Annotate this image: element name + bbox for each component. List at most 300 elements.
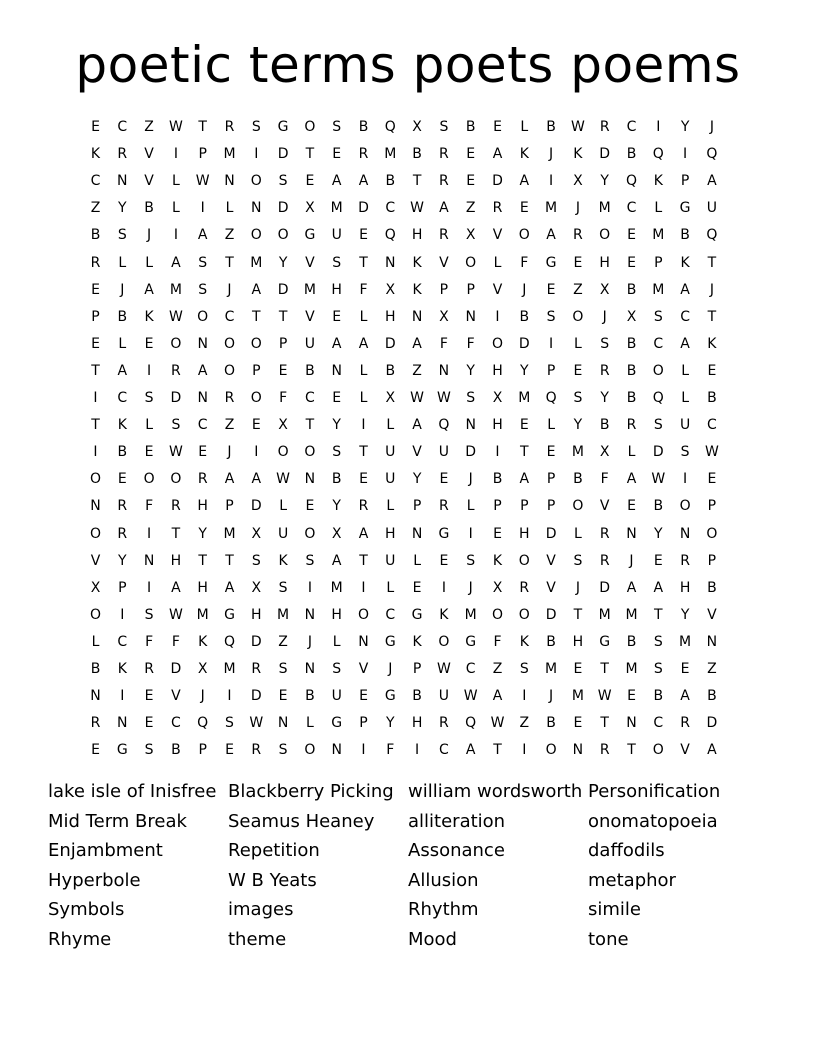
grid-cell: F	[145, 498, 154, 515]
grid-cell: E	[466, 173, 476, 190]
grid-cell: T	[252, 308, 261, 325]
grid-cell: X	[492, 579, 503, 596]
grid-cell: X	[90, 579, 101, 596]
grid-row	[0, 521, 816, 548]
grid-cell: T	[359, 444, 368, 461]
grid-cell: E	[359, 688, 368, 705]
grid-cell: E	[305, 498, 315, 515]
grid-cell: A	[680, 688, 690, 705]
grid-cell: N	[304, 606, 316, 623]
grid-cell: G	[545, 254, 557, 271]
grid-cell: E	[144, 444, 154, 461]
grid-cell: I	[549, 335, 554, 352]
grid-cell: F	[279, 390, 288, 406]
grid-cell: A	[439, 200, 449, 217]
grid-cell: P	[546, 498, 556, 515]
grid-cell: B	[305, 688, 315, 705]
grid-cell: U	[304, 335, 316, 352]
grid-row	[0, 656, 816, 683]
grid-cell: I	[147, 579, 152, 596]
grid-cell: R	[358, 146, 369, 163]
grid-cell: B	[546, 633, 556, 650]
word-list-item: tone	[588, 928, 629, 950]
grid-cell: O	[304, 119, 316, 135]
grid-cell: N	[331, 362, 342, 379]
grid-cell: I	[549, 173, 554, 190]
grid-cell: T	[91, 362, 100, 379]
grid-cell: E	[144, 715, 154, 732]
grid-cell: O	[223, 362, 236, 379]
grid-cell: J	[468, 471, 473, 488]
grid-cell: O	[223, 335, 236, 352]
grid-cell: P	[466, 281, 475, 298]
grid-cell: N	[143, 552, 155, 569]
word-list-item: william wordsworth	[408, 781, 583, 802]
grid-cell: T	[171, 525, 181, 542]
grid-cell: C	[465, 661, 476, 677]
grid-cell: N	[438, 362, 450, 379]
grid-cell: B	[331, 471, 342, 488]
grid-cell: L	[118, 335, 127, 352]
grid-cell: D	[545, 525, 557, 542]
grid-cell: X	[251, 525, 262, 542]
grid-cell: A	[707, 742, 717, 759]
grid-cell: O	[277, 227, 289, 244]
grid-cell: X	[626, 308, 637, 325]
grid-cell: J	[307, 633, 312, 650]
grid-cell: T	[305, 146, 315, 163]
grid-cell: A	[626, 579, 637, 596]
grid-cell: M	[223, 146, 236, 163]
grid-cell: K	[117, 417, 127, 434]
grid-cell: M	[518, 390, 531, 406]
grid-cell: E	[198, 444, 208, 461]
grid-cell: W	[195, 173, 210, 190]
grid-cell: V	[546, 579, 556, 596]
grid-cell: A	[707, 173, 717, 190]
grid-cell: Y	[654, 525, 663, 542]
grid-cell: R	[599, 552, 610, 569]
grid-cell: I	[361, 579, 366, 596]
grid-cell: V	[305, 308, 315, 325]
grid-cell: D	[465, 444, 477, 461]
grid-cell: L	[145, 254, 153, 271]
grid-cell: J	[629, 552, 634, 569]
grid-cell: E	[117, 471, 127, 488]
grid-cell: O	[572, 308, 584, 325]
grid-cell: V	[171, 688, 181, 705]
grid-cell: T	[573, 606, 583, 623]
grid-cell: S	[144, 742, 154, 759]
grid-cell: L	[547, 417, 555, 434]
grid-cell: W	[597, 688, 612, 705]
grid-cell: S	[225, 715, 234, 732]
grid-cell: B	[573, 471, 583, 488]
grid-cell: A	[144, 281, 154, 298]
grid-cell: I	[656, 119, 661, 135]
grid-cell: D	[358, 200, 369, 217]
grid-cell: O	[197, 308, 209, 325]
grid-cell: H	[197, 498, 208, 515]
grid-cell: R	[251, 742, 262, 759]
grid-cell: E	[627, 227, 636, 244]
grid-cell: C	[224, 308, 235, 325]
grid-cell: G	[304, 227, 316, 244]
grid-cell: V	[680, 742, 690, 759]
grid-cell: E	[278, 688, 288, 705]
word-list-item: simile	[588, 899, 641, 921]
grid-cell: C	[653, 715, 664, 732]
grid-cell: N	[304, 661, 316, 677]
grid-cell: G	[411, 606, 423, 623]
grid-cell: P	[252, 362, 261, 379]
grid-cell: F	[145, 633, 154, 650]
grid-cell: U	[277, 525, 289, 542]
grid-cell: N	[277, 715, 289, 732]
grid-cell: S	[198, 254, 208, 271]
grid-cell: E	[225, 742, 234, 759]
grid-cell: W	[168, 444, 183, 461]
word-column	[408, 778, 588, 956]
grid-cell: M	[330, 579, 343, 596]
grid-cell: O	[170, 335, 182, 352]
grid-cell: M	[223, 525, 236, 542]
grid-cell: E	[573, 362, 583, 379]
grid-row	[0, 548, 816, 575]
grid-cell: F	[520, 254, 529, 271]
grid-cell: Y	[386, 715, 395, 732]
grid-row	[0, 575, 816, 602]
grid-cell: L	[386, 417, 395, 434]
grid-cell: D	[277, 146, 289, 163]
grid-cell: B	[117, 308, 128, 325]
grid-cell: L	[627, 444, 636, 461]
grid-cell: Y	[198, 525, 207, 542]
grid-cell: N	[626, 715, 637, 732]
grid-cell: S	[332, 444, 342, 461]
grid-cell: F	[386, 742, 395, 759]
grid-cell: C	[197, 417, 208, 434]
grid-cell: E	[573, 254, 583, 271]
grid-row	[0, 439, 816, 466]
grid-cell: T	[225, 552, 234, 569]
grid-cell: Y	[278, 254, 288, 271]
grid-cell: X	[492, 390, 503, 406]
grid-cell: D	[599, 579, 611, 596]
grid-row	[0, 737, 816, 764]
grid-cell: W	[249, 715, 264, 732]
grid-cell: U	[385, 552, 396, 569]
grid-cell: W	[410, 390, 425, 406]
grid-cell: L	[493, 254, 502, 271]
grid-cell: R	[197, 471, 208, 488]
grid-cell: P	[359, 715, 368, 732]
grid-cell: K	[412, 254, 422, 271]
grid-cell: I	[441, 579, 446, 596]
grid-cell: E	[91, 119, 100, 135]
grid-cell: G	[116, 742, 128, 759]
grid-cell: I	[227, 688, 232, 705]
grid-cell: T	[225, 254, 234, 271]
grid-cell: O	[89, 606, 102, 623]
grid-cell: B	[546, 119, 556, 135]
grid-cell: S	[680, 444, 690, 461]
word-list-item: Allusion	[408, 869, 479, 891]
grid-cell: D	[170, 390, 182, 406]
grid-cell: O	[143, 471, 155, 488]
grid-cell: Y	[573, 417, 583, 434]
grid-cell: Z	[519, 715, 530, 732]
grid-cell: L	[520, 119, 529, 135]
grid-cell: J	[200, 688, 205, 705]
grid-cell: L	[681, 362, 689, 379]
grid-cell: N	[197, 335, 208, 352]
grid-cell: J	[602, 308, 607, 325]
grid-cell: C	[680, 308, 690, 325]
grid-cell: V	[412, 444, 422, 461]
grid-cell: M	[330, 200, 343, 217]
grid-cell: H	[679, 579, 691, 596]
grid-cell: I	[522, 688, 527, 705]
grid-cell: T	[91, 417, 100, 434]
grid-cell: O	[357, 606, 370, 623]
grid-cell: Q	[652, 390, 664, 406]
grid-cell: S	[278, 742, 288, 759]
grid-cell: I	[200, 200, 205, 217]
grid-cell: N	[251, 200, 262, 217]
grid-cell: I	[361, 742, 366, 759]
grid-cell: W	[168, 119, 183, 135]
grid-cell: Y	[332, 498, 341, 515]
grid-cell: P	[493, 498, 502, 515]
grid-cell: E	[680, 661, 690, 677]
grid-cell: S	[332, 119, 342, 135]
grid-cell: Q	[706, 227, 718, 244]
grid-cell: O	[277, 444, 289, 461]
grid-cell: G	[331, 715, 343, 732]
grid-cell: J	[120, 281, 125, 298]
grid-cell: E	[519, 417, 529, 434]
grid-cell: I	[361, 417, 366, 434]
grid-cell: B	[707, 688, 717, 705]
grid-cell: L	[573, 525, 582, 542]
grid-cell: X	[439, 308, 449, 325]
grid-cell: A	[358, 335, 369, 352]
grid-cell: T	[305, 417, 315, 434]
word-column	[228, 778, 408, 956]
grid-row	[0, 466, 816, 493]
grid-cell: E	[91, 281, 100, 298]
grid-cell: J	[575, 579, 580, 596]
grid-cell: H	[385, 525, 396, 542]
grid-cell: E	[305, 173, 315, 190]
grid-cell: X	[599, 444, 610, 461]
grid-cell: P	[198, 146, 207, 163]
grid-cell: R	[439, 227, 449, 244]
grid-cell: A	[251, 281, 262, 298]
grid-cell: O	[304, 444, 316, 461]
grid-cell: T	[412, 173, 422, 190]
grid-cell: Y	[600, 390, 609, 406]
grid-cell: L	[386, 579, 395, 596]
grid-cell: L	[305, 715, 314, 732]
grid-cell: T	[654, 606, 663, 623]
grid-cell: A	[224, 471, 235, 488]
grid-cell: I	[120, 606, 125, 623]
grid-cell: B	[626, 362, 637, 379]
grid-cell: A	[331, 552, 342, 569]
grid-cell: I	[254, 146, 259, 163]
grid-cell: V	[144, 173, 154, 190]
grid-cell: X	[412, 119, 422, 135]
grid-cell: N	[117, 173, 128, 190]
grid-cell: C	[117, 633, 128, 650]
grid-cell: J	[709, 281, 714, 298]
word-list-item: onomatopoeia	[588, 810, 718, 832]
grid-cell: R	[439, 715, 449, 732]
grid-cell: R	[358, 498, 369, 515]
grid-cell: F	[171, 633, 180, 650]
grid-cell: L	[171, 200, 180, 217]
grid-cell: B	[626, 335, 637, 352]
grid-cell: X	[385, 390, 396, 406]
grid-cell: C	[626, 119, 637, 135]
grid-cell: E	[627, 498, 636, 515]
grid-cell: R	[117, 525, 128, 542]
grid-cell: A	[412, 417, 422, 434]
grid-cell: E	[359, 227, 368, 244]
grid-cell: K	[144, 308, 154, 325]
grid-cell: V	[358, 661, 369, 677]
grid-cell: W	[704, 444, 719, 461]
grid-row	[0, 141, 816, 168]
grid-cell: E	[439, 471, 449, 488]
grid-cell: P	[707, 498, 717, 515]
grid-cell: W	[463, 688, 478, 705]
grid-cell: D	[518, 335, 530, 352]
grid-cell: V	[492, 227, 503, 244]
grid-cell: M	[223, 661, 236, 677]
grid-cell: E	[332, 308, 342, 325]
grid-cell: F	[439, 335, 448, 352]
grid-cell: S	[117, 227, 127, 244]
grid-cell: T	[520, 444, 529, 461]
grid-cell: X	[465, 227, 476, 244]
grid-cell: K	[519, 633, 529, 650]
grid-cell: S	[466, 552, 476, 569]
grid-cell: Z	[224, 227, 235, 244]
grid-cell: Z	[465, 200, 476, 217]
grid-cell: W	[436, 661, 451, 677]
grid-cell: G	[384, 688, 396, 705]
grid-cell: K	[412, 281, 422, 298]
grid-cell: Q	[384, 227, 396, 244]
grid-cell: G	[224, 606, 235, 623]
grid-cell: E	[91, 742, 100, 759]
word-list-item: W B Yeats	[228, 869, 317, 891]
grid-cell: E	[493, 525, 502, 542]
grid-cell: L	[225, 200, 234, 217]
word-list-item: Symbols	[48, 899, 125, 921]
grid-row	[0, 493, 816, 520]
word-list-item: Personification	[588, 781, 721, 802]
grid-cell: R	[144, 661, 154, 677]
grid-cell: A	[117, 362, 128, 379]
grid-cell: M	[384, 146, 397, 163]
grid-cell: W	[651, 471, 666, 488]
grid-cell: O	[518, 606, 530, 623]
grid-cell: A	[519, 173, 530, 190]
grid-cell: O	[518, 552, 530, 569]
grid-cell: O	[491, 335, 504, 352]
word-list-item: Rhyme	[48, 928, 112, 950]
grid-cell: R	[171, 498, 181, 515]
grid-row	[0, 277, 816, 304]
grid-cell: K	[90, 146, 101, 163]
grid-cell: R	[439, 146, 449, 163]
grid-cell: A	[465, 742, 476, 759]
grid-cell: M	[250, 254, 263, 271]
grid-cell: D	[250, 688, 262, 705]
grid-cell: A	[197, 362, 208, 379]
grid-cell: K	[117, 661, 127, 677]
grid-cell: I	[522, 742, 527, 759]
grid-cell: H	[492, 362, 503, 379]
grid-cell: E	[91, 335, 100, 352]
grid-cell: A	[680, 281, 690, 298]
grid-cell: Q	[384, 119, 396, 135]
grid-cell: J	[227, 444, 232, 461]
grid-cell: I	[147, 362, 152, 379]
grid-cell: S	[653, 417, 663, 434]
grid-cell: O	[250, 390, 262, 406]
grid-cell: T	[600, 661, 609, 677]
grid-cell: B	[626, 633, 637, 650]
grid-cell: T	[493, 742, 502, 759]
grid-cell: M	[169, 281, 182, 298]
grid-cell: E	[573, 661, 583, 677]
grid-cell: L	[359, 390, 368, 406]
grid-cell: J	[227, 281, 232, 298]
grid-cell: B	[653, 688, 664, 705]
grid-cell: S	[546, 308, 556, 325]
grid-cell: B	[171, 742, 181, 759]
grid-cell: N	[197, 390, 208, 406]
grid-cell: B	[492, 471, 503, 488]
grid-cell: L	[332, 633, 341, 650]
grid-cell: J	[549, 146, 554, 163]
grid-cell: B	[680, 227, 690, 244]
grid-cell: M	[277, 606, 290, 623]
grid-cell: S	[278, 661, 288, 677]
word-list-item: Rhythm	[408, 899, 479, 921]
grid-cell: S	[332, 661, 342, 677]
word-column	[48, 778, 228, 956]
grid-row	[0, 304, 816, 331]
grid-cell: R	[439, 498, 449, 515]
grid-cell: P	[546, 362, 556, 379]
grid-cell: Q	[438, 417, 450, 434]
grid-row	[0, 168, 816, 195]
grid-cell: I	[147, 525, 152, 542]
grid-cell: H	[197, 579, 208, 596]
grid-cell: Q	[625, 173, 638, 190]
grid-cell: M	[545, 200, 558, 217]
grid-cell: E	[653, 552, 663, 569]
grid-cell: I	[120, 688, 125, 705]
grid-cell: M	[196, 606, 209, 623]
grid-cell: X	[197, 661, 208, 677]
